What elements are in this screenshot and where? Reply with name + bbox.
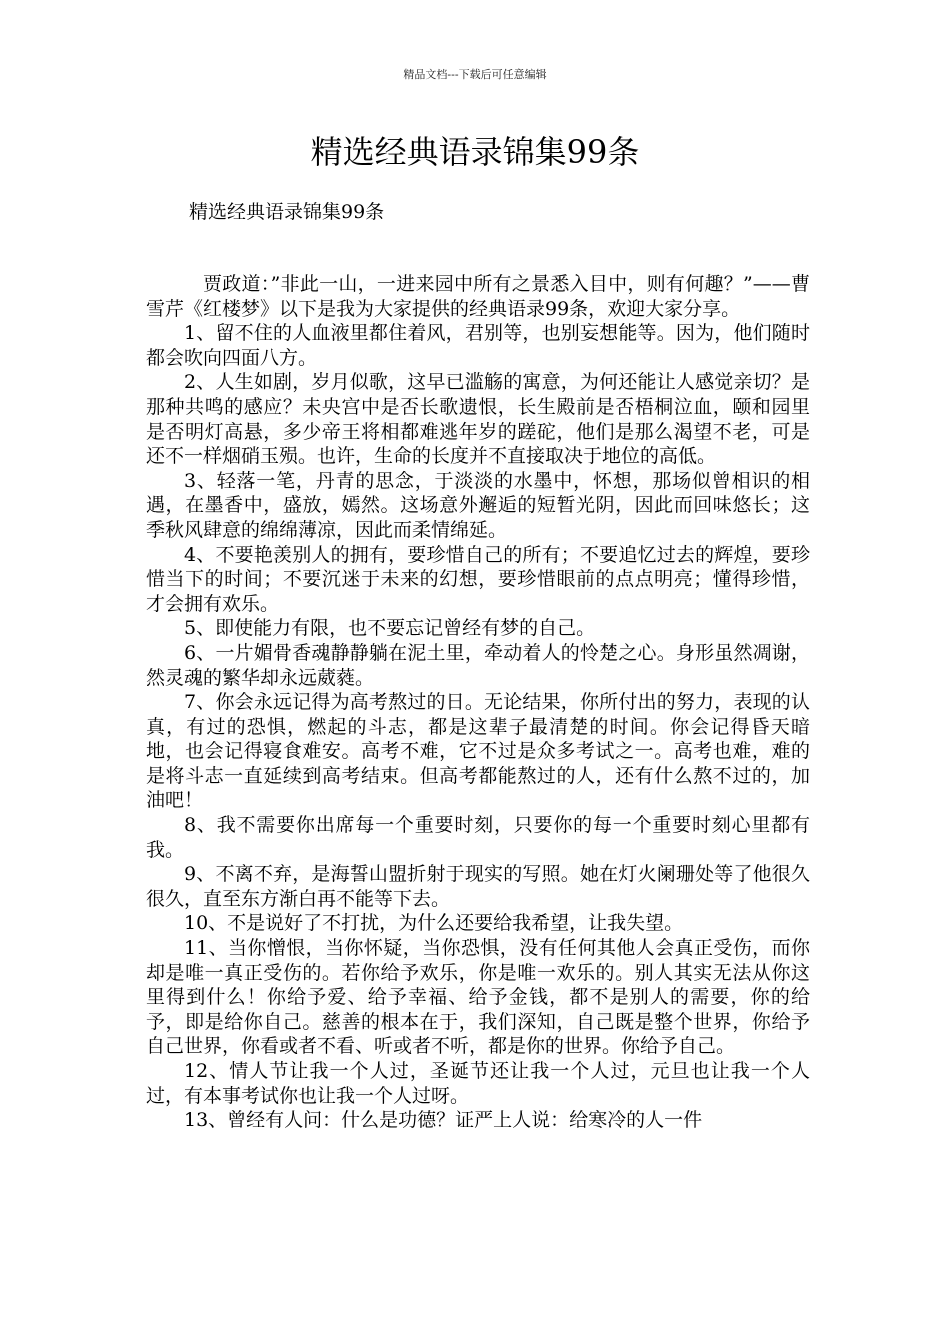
quote-item: 13、曾经有人问：什么是功德？证严上人说：给寒冷的人一件: [184, 1109, 703, 1132]
document-body: [146, 272, 810, 1133]
quote-item: 3、轻落一笔，丹青的思念，于淡淡的水墨中，怀想，那场似曾相识的相遇，在墨香中，盛放，嫣然。这场意外邂逅的短暂光阴，因此而回味悠长；这季秋风肆意的绵绵薄凉，因此而柔情绵延。: [146, 469, 810, 541]
intro-paragraph: 贾政道：”非此一山，一进来园中所有之景悉入目中，则有何趣？”——曹雪芹《红楼梦》以下是我为大家提供的经典语录99条，欢迎大家分享。: [146, 273, 810, 320]
quote-item: 1、留不住的人血液里都住着风，君别等，也别妄想能等。因为，他们随时都会吹向四面八方。: [146, 322, 810, 369]
document-title: 精选经典语录锦集99条: [310, 133, 640, 171]
document-subtitle: 精选经典语录锦集99条: [189, 201, 385, 223]
page-header-watermark: 精品文档---下载后可任意编辑: [403, 68, 547, 81]
quote-item: 11、当你憎恨，当你怀疑，当你恐惧，没有任何其他人会真正受伤，而你却是唯一真正受伤的。若你给予欢乐，你是唯一欢乐的。别人其实无法从你这里得到什么！你给予爱、给予幸福、给予金钱，都不是别人的需要，你的给予，即是给你自己。慈善的根本在于，我们深知，自己既是整个世界，你给予自己世界，你看或者不看、听或者不听，都是你的世界。你给予自己。: [146, 937, 810, 1058]
quote-item: 9、不离不弃，是海誓山盟折射于现实的写照。她在灯火阑珊处等了他很久很久，直至东方渐白再不能等下去。: [146, 863, 810, 910]
quote-item: 6、一片媚骨香魂静静躺在泥土里，牵动着人的怜楚之心。身形虽然凋谢，然灵魂的繁华却永远葳蕤。: [146, 641, 810, 689]
quote-item: 4、不要艳羡别人的拥有，要珍惜自己的所有；不要追忆过去的辉煌，要珍惜当下的时间；不要沉迷于未来的幻想，要珍惜眼前的点点明亮；懂得珍惜，才会拥有欢乐。: [146, 543, 810, 615]
quote-item: 7、你会永远记得为高考熬过的日。无论结果，你所付出的努力，表现的认真，有过的恐惧，燃起的斗志，都是这辈子最清楚的时间。你会记得昏天暗地，也会记得寝食难安。高考不难，它不过是众多考试之一。高考也难，难的是将斗志一直延续到高考结束。但高考都能熬过的人，还有什么熬不过的，加油吧！: [146, 691, 810, 812]
quote-item: 5、即使能力有限，也不要忘记曾经有梦的自己。: [184, 617, 596, 640]
quote-item: 10、不是说好了不打扰，为什么还要给我希望，让我失望。: [184, 912, 684, 935]
quote-item: 12、情人节让我一个人过，圣诞节还让我一个人过，元旦也让我一个人过，有本事考试你也让我一个人过呀。: [146, 1060, 810, 1107]
quote-item: 8、我不需要你出席每一个重要时刻，只要你的每一个重要时刻心里都有我。: [146, 814, 810, 861]
quote-item: 2、人生如剧，岁月似歌，这早已滥觞的寓意，为何还能让人感觉亲切？是那种共鸣的感应？未央宫中是否长歌遗恨，长生殿前是否梧桐泣血，颐和园里是否明灯高悬，多少帝王将相都难逃年岁的蹉砣，他们是那么渴望不老，可是还不一样烟硝玉殒。也许，生命的长度并不直接取决于地位的高低。: [146, 371, 810, 468]
